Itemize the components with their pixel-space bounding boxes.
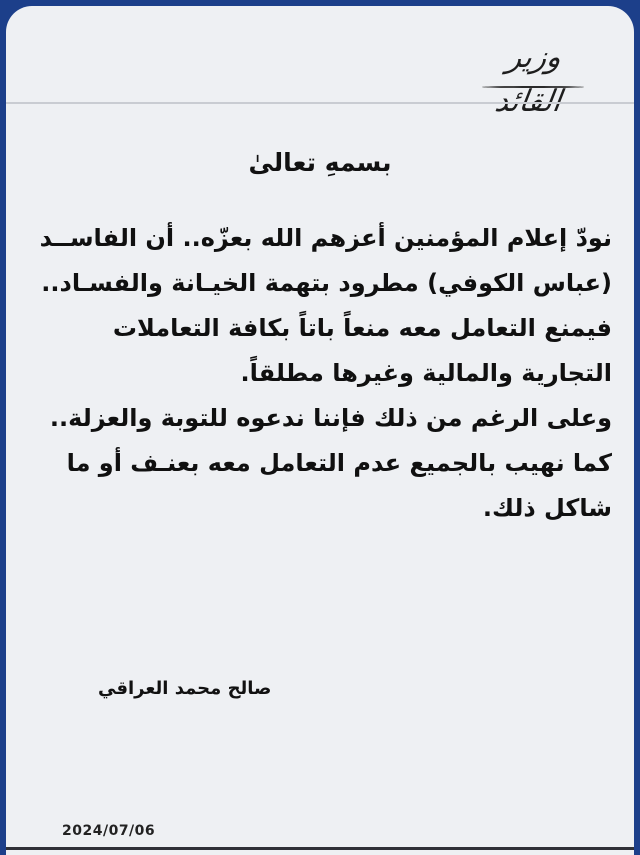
logo xyxy=(476,36,586,119)
logo-underline xyxy=(482,86,584,88)
body-paragraph: نودّ إعلام المؤمنين أعزهم الله بعزّه.. أن الفاســد (عباس الكوفي) مطرود بتهمة الخيـانة والفسـاد.. فيمنع التعامل معه منعاً باتاً بكافة التعاملات التجارية والمالية وغيرها مطلقاً. xyxy=(39,224,612,387)
signature: صالح محمد العراقي xyxy=(98,678,272,699)
body-paragraph: وعلى الرغم من ذلك فإننا ندعوه للتوبة والعزلة.. كما نهيب بالجميع عدم التعامل معه بعنـف أو ما شاكل ذلك. xyxy=(49,404,612,522)
document-heading: بسمهِ تعالىٰ xyxy=(248,148,392,177)
header-divider xyxy=(6,102,634,104)
logo-text: وزير القائد xyxy=(492,40,564,119)
document-body xyxy=(24,216,612,531)
footer-divider xyxy=(6,847,634,850)
document-page xyxy=(6,6,634,855)
document-date: 2024/07/06 xyxy=(62,823,156,839)
